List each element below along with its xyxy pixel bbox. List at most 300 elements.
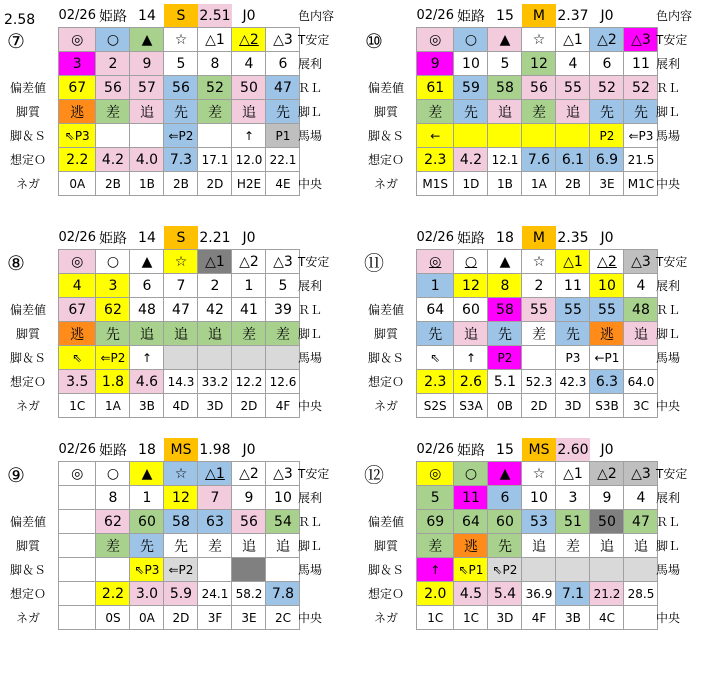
kyakushitsu-cell: 差 — [556, 534, 590, 558]
kyakushitsu-cell: 追 — [130, 322, 164, 346]
tenkai-cell: 9 — [590, 486, 624, 510]
kyakushitsu-cell: 差 — [232, 322, 266, 346]
marks-cell: ◎ — [59, 250, 96, 274]
row-nega — [417, 172, 658, 196]
row-nega — [417, 394, 658, 418]
sotei-cell: 52.3 — [522, 370, 556, 394]
kyakushitsu-cell: 追 — [266, 534, 300, 558]
race-panel — [358, 222, 706, 430]
ashi-cell — [198, 346, 232, 370]
hensachi-cell: 56 — [232, 510, 266, 534]
right-label: 展利 — [656, 57, 681, 71]
marks-cell: ▲ — [488, 462, 522, 486]
marks-cell: ▲ — [488, 28, 522, 52]
sotei-cell: 6.9 — [590, 148, 624, 172]
ashi-cell: P2 — [590, 124, 624, 148]
marks-cell: △2 — [590, 462, 624, 486]
header-cell: 姫路 — [98, 442, 127, 459]
row-tenkai — [59, 486, 300, 510]
hensachi-cell: 67 — [59, 298, 96, 322]
right-label: 中央 — [298, 399, 323, 413]
ashi-cell — [556, 558, 590, 582]
header-cell: 姫路 — [456, 230, 485, 247]
nega-cell: 3D — [488, 606, 522, 630]
nega-cell: 0B — [488, 394, 522, 418]
sotei-cell: 24.1 — [198, 582, 232, 606]
right-label: 脚Ｌ — [298, 105, 323, 119]
hensachi-cell: 58 — [488, 76, 522, 100]
tenkai-cell: 11 — [624, 52, 658, 76]
row-nega — [59, 606, 300, 630]
right-label — [656, 370, 706, 394]
tenkai-cell: 10 — [590, 274, 624, 298]
kyakushitsu-cell — [59, 534, 96, 558]
marks-cell: △2 — [590, 28, 624, 52]
row-ashi — [417, 346, 658, 370]
row-sotei — [59, 582, 300, 606]
kyakushitsu-cell: 追 — [164, 322, 198, 346]
left-label: 偏差値 — [9, 81, 46, 95]
sotei-cell: 5.9 — [164, 582, 198, 606]
left-label: 偏差値 — [367, 303, 404, 317]
kyakushitsu-cell: 逃 — [59, 100, 96, 124]
header-cell: 15 — [496, 7, 514, 24]
tenkai-cell: 5 — [266, 274, 300, 298]
race-panel — [358, 0, 706, 208]
left-label: 脚質 — [373, 327, 398, 341]
kyakushitsu-cell: 追 — [130, 100, 164, 124]
hensachi-cell: 39 — [266, 298, 300, 322]
sotei-cell: 4.2 — [96, 148, 130, 172]
header-cell: J0 — [600, 229, 614, 246]
sotei-cell: 12.1 — [488, 148, 522, 172]
left-label: 想定Ｏ — [367, 587, 404, 601]
row-hensachi — [417, 298, 658, 322]
nega-cell: 1A — [96, 394, 130, 418]
right-label — [656, 148, 706, 172]
row-sotei — [59, 148, 300, 172]
race-table — [58, 4, 300, 196]
kyakushitsu-cell: 差 — [198, 100, 232, 124]
hensachi-cell: 60 — [454, 298, 488, 322]
ashi-cell — [96, 558, 130, 582]
right-label: 馬場 — [656, 351, 681, 365]
row-tenkai — [59, 274, 300, 298]
right-label — [298, 370, 348, 394]
kyakushitsu-cell: 追 — [624, 322, 658, 346]
right-label: T安定 — [656, 467, 688, 481]
kyakushitsu-cell: 逃 — [59, 322, 96, 346]
left-label: 偏差値 — [367, 81, 404, 95]
marks-cell: △1 — [556, 462, 590, 486]
left-label: ネガ — [15, 399, 40, 413]
ashi-cell — [590, 558, 624, 582]
nega-cell: 4C — [590, 606, 624, 630]
ashi-cell: ⇐P2 — [96, 346, 130, 370]
tenkai-cell: 5 — [488, 52, 522, 76]
tenkai-cell: 8 — [96, 486, 130, 510]
sotei-cell: 2.6 — [454, 370, 488, 394]
tenkai-cell: 1 — [417, 274, 454, 298]
hensachi-cell: 41 — [232, 298, 266, 322]
nega-cell: 0S — [96, 606, 130, 630]
kyakushitsu-cell: 差 — [522, 100, 556, 124]
race-table — [416, 438, 658, 630]
marks-cell: △1 — [556, 250, 590, 274]
left-label: ネガ — [373, 177, 398, 191]
ashi-cell: ⇐P2 — [164, 124, 198, 148]
nega-cell: 2B — [556, 172, 590, 196]
sotei-cell: 7.6 — [522, 148, 556, 172]
hensachi-cell: 47 — [624, 510, 658, 534]
tenkai-cell: 9 — [232, 486, 266, 510]
marks-cell: ▲ — [130, 28, 164, 52]
kyakushitsu-cell: 追 — [454, 322, 488, 346]
left-label: 想定Ｏ — [367, 153, 404, 167]
ashi-cell — [164, 346, 198, 370]
sotei-cell: 17.1 — [198, 148, 232, 172]
hensachi-cell: 56 — [522, 76, 556, 100]
marks-cell: △1 — [198, 250, 232, 274]
header-cell: 2.35 — [557, 229, 589, 246]
header-cell: 姫路 — [98, 8, 127, 25]
row-marks — [417, 250, 658, 274]
hensachi-cell: 60 — [130, 510, 164, 534]
marks-cell: △2 — [232, 462, 266, 486]
tenkai-cell: 11 — [556, 274, 590, 298]
hensachi-cell: 55 — [590, 298, 624, 322]
row-hensachi — [417, 510, 658, 534]
nega-cell: 3D — [556, 394, 590, 418]
left-label: 脚質 — [15, 105, 40, 119]
right-label: ＲＬ — [656, 303, 681, 317]
marks-cell: △1 — [198, 28, 232, 52]
right-label: 中央 — [656, 611, 681, 625]
ashi-cell: P1 — [266, 124, 300, 148]
hensachi-cell: 55 — [556, 298, 590, 322]
marks-cell: ○ — [454, 462, 488, 486]
ashi-cell — [488, 124, 522, 148]
right-label: 脚Ｌ — [298, 327, 323, 341]
sotei-cell: 58.2 — [232, 582, 266, 606]
kyakushitsu-cell: 追 — [624, 534, 658, 558]
row-marks — [59, 462, 300, 486]
row-ashi — [417, 558, 658, 582]
hensachi-cell: 50 — [590, 510, 624, 534]
hensachi-cell: 42 — [198, 298, 232, 322]
sotei-cell: 28.5 — [624, 582, 658, 606]
marks-cell: △2 — [232, 250, 266, 274]
sotei-cell: 1.8 — [96, 370, 130, 394]
sotei-cell: 7.1 — [556, 582, 590, 606]
left-label: ネガ — [15, 177, 40, 191]
ashi-cell: P3 — [556, 346, 590, 370]
nega-cell: S3A — [454, 394, 488, 418]
header-cell: J0 — [242, 7, 256, 24]
marks-cell: △3 — [266, 462, 300, 486]
ashi-cell — [624, 558, 658, 582]
left-label: 想定Ｏ — [367, 375, 404, 389]
sotei-cell: 7.8 — [266, 582, 300, 606]
hensachi-cell: 58 — [164, 510, 198, 534]
sotei-cell: 7.3 — [164, 148, 198, 172]
right-label: 脚Ｌ — [298, 539, 323, 553]
row-ashi — [59, 124, 300, 148]
hensachi-cell: 64 — [454, 510, 488, 534]
left-label: 偏差値 — [9, 303, 46, 317]
right-label: 馬場 — [656, 129, 681, 143]
header-cell: 02/26 — [416, 442, 454, 457]
right-label: 展利 — [298, 279, 323, 293]
nega-cell: 3D — [198, 394, 232, 418]
tenkai-cell: 10 — [454, 52, 488, 76]
ashi-cell: ⇖P3 — [130, 558, 164, 582]
kyakushitsu-cell: 先 — [454, 100, 488, 124]
ashi-cell: ⇖ — [417, 346, 454, 370]
left-label: 脚＆Ｓ — [367, 351, 404, 365]
nega-cell: M1S — [417, 172, 454, 196]
header-cell: 15 — [496, 441, 514, 458]
kyakushitsu-cell: 差 — [417, 100, 454, 124]
ashi-cell — [266, 346, 300, 370]
right-label: T安定 — [298, 255, 330, 269]
sotei-cell: 5.1 — [488, 370, 522, 394]
kyakushitsu-cell: 先 — [164, 534, 198, 558]
hensachi-cell: 48 — [130, 298, 164, 322]
nega-cell: 2D — [198, 172, 232, 196]
ashi-cell — [454, 124, 488, 148]
sotei-cell: 4.0 — [130, 148, 164, 172]
header-cell — [266, 438, 300, 462]
right-label: 展利 — [298, 491, 323, 505]
hensachi-cell: 47 — [266, 76, 300, 100]
tenkai-cell: 4 — [59, 274, 96, 298]
race-number: ⑪ — [364, 251, 384, 275]
nega-cell: 3B — [556, 606, 590, 630]
tenkai-cell: 11 — [454, 486, 488, 510]
hensachi-cell: 53 — [522, 510, 556, 534]
marks-cell: ○ — [454, 28, 488, 52]
row-marks — [417, 28, 658, 52]
tenkai-cell: 7 — [164, 274, 198, 298]
ashi-cell: ↑ — [232, 124, 266, 148]
hensachi-cell: 64 — [417, 298, 454, 322]
race-table — [58, 438, 300, 630]
row-nega — [417, 606, 658, 630]
marks-cell: ☆ — [522, 462, 556, 486]
hensachi-cell: 69 — [417, 510, 454, 534]
header-extra: 色内容 — [656, 9, 693, 23]
sotei-cell: 3.0 — [130, 582, 164, 606]
marks-cell: ○ — [96, 462, 130, 486]
right-label: 展利 — [656, 491, 681, 505]
right-label: 中央 — [656, 399, 681, 413]
ashi-cell — [96, 124, 130, 148]
marks-cell: ◎ — [417, 462, 454, 486]
kyakushitsu-cell: 先 — [624, 100, 658, 124]
header-cell — [266, 4, 300, 28]
header-cell: 14 — [138, 7, 156, 24]
tenkai-cell: 10 — [266, 486, 300, 510]
nega-cell: 1C — [59, 394, 96, 418]
kyakushitsu-cell: 先 — [417, 322, 454, 346]
right-label: ＲＬ — [656, 81, 681, 95]
sotei-cell: 2.2 — [59, 148, 96, 172]
header-cell: 姫路 — [98, 230, 127, 247]
nega-cell: 1A — [522, 172, 556, 196]
marks-cell: △2 — [232, 28, 266, 52]
nega-cell: 1C — [454, 606, 488, 630]
row-nega — [59, 172, 300, 196]
sotei-cell: 2.0 — [417, 582, 454, 606]
race-number: ⑧ — [7, 251, 25, 275]
right-label: 中央 — [298, 611, 323, 625]
hensachi-cell: 58 — [488, 298, 522, 322]
sotei-cell: 12.2 — [232, 370, 266, 394]
sotei-cell: 5.4 — [488, 582, 522, 606]
tenkai-cell: 8 — [198, 52, 232, 76]
right-label — [298, 148, 348, 172]
row-sotei — [417, 582, 658, 606]
left-label: 脚質 — [15, 327, 40, 341]
header-cell: 2.60 — [556, 438, 590, 462]
right-label: T安定 — [298, 467, 330, 481]
row-sotei — [417, 148, 658, 172]
left-label: 想定Ｏ — [9, 153, 46, 167]
sotei-cell: 64.0 — [624, 370, 658, 394]
hensachi-cell: 60 — [488, 510, 522, 534]
row-nega — [59, 394, 300, 418]
hensachi-cell: 52 — [624, 76, 658, 100]
right-label: 脚Ｌ — [656, 105, 681, 119]
kyakushitsu-cell: 先 — [488, 534, 522, 558]
right-label: 展利 — [656, 279, 681, 293]
row-kyakushitsu — [417, 100, 658, 124]
sotei-cell: 33.2 — [198, 370, 232, 394]
kyakushitsu-cell: 差 — [417, 534, 454, 558]
row-hensachi — [59, 298, 300, 322]
sotei-cell: 12.0 — [232, 148, 266, 172]
race-table — [416, 226, 658, 418]
marks-cell: ▲ — [488, 250, 522, 274]
marks-cell: ◎ — [417, 250, 454, 274]
ashi-cell — [266, 558, 300, 582]
tenkai-cell: 4 — [556, 52, 590, 76]
race-table — [58, 226, 300, 418]
race-number: ⑨ — [7, 463, 25, 487]
row-tenkai — [417, 52, 658, 76]
kyakushitsu-cell: 追 — [232, 100, 266, 124]
sotei-cell — [59, 582, 96, 606]
kyakushitsu-cell: 追 — [590, 534, 624, 558]
kyakushitsu-cell: 先 — [488, 322, 522, 346]
hensachi-cell: 56 — [164, 76, 198, 100]
header-cell: 18 — [138, 441, 156, 458]
race-panel — [0, 434, 348, 642]
tenkai-cell: 6 — [130, 274, 164, 298]
right-label: 脚Ｌ — [656, 327, 681, 341]
nega-cell: 2B — [96, 172, 130, 196]
left-label: ネガ — [373, 399, 398, 413]
header-cell — [624, 438, 658, 462]
sotei-cell: 12.6 — [266, 370, 300, 394]
hensachi-cell: 59 — [454, 76, 488, 100]
tenkai-cell: 6 — [266, 52, 300, 76]
header-cell: J0 — [600, 7, 614, 24]
hensachi-cell — [59, 510, 96, 534]
marks-cell: △3 — [266, 250, 300, 274]
sotei-cell: 42.3 — [556, 370, 590, 394]
header-cell: J0 — [242, 229, 256, 246]
nega-cell: 3F — [198, 606, 232, 630]
ashi-cell — [232, 558, 266, 582]
nega-cell: 3E — [232, 606, 266, 630]
header-cell: 02/26 — [58, 230, 96, 245]
ashi-cell: ↑ — [417, 558, 454, 582]
marks-cell: △3 — [266, 28, 300, 52]
sotei-cell: 2.2 — [96, 582, 130, 606]
marks-cell: △1 — [198, 462, 232, 486]
kyakushitsu-cell: 追 — [198, 322, 232, 346]
row-marks — [59, 250, 300, 274]
marks-cell: ☆ — [522, 250, 556, 274]
right-label: 脚Ｌ — [656, 539, 681, 553]
header-cell — [624, 226, 658, 250]
left-label: 脚＆Ｓ — [9, 351, 46, 365]
tenkai-cell: 2 — [198, 274, 232, 298]
nega-cell — [624, 606, 658, 630]
kyakushitsu-cell: 差 — [266, 322, 300, 346]
race-table — [416, 4, 658, 196]
marks-cell: ◎ — [59, 462, 96, 486]
race-panel — [0, 0, 348, 208]
header-cell: 2.21 — [199, 229, 231, 246]
tenkai-cell: 9 — [417, 52, 454, 76]
left-label: 想定Ｏ — [9, 587, 46, 601]
nega-cell: H2E — [232, 172, 266, 196]
ashi-cell: ⇖P2 — [488, 558, 522, 582]
right-label: 馬場 — [298, 129, 323, 143]
marks-cell: ○ — [96, 250, 130, 274]
hensachi-cell: 63 — [198, 510, 232, 534]
header-cell: 18 — [496, 229, 514, 246]
row-hensachi — [59, 510, 300, 534]
tenkai-cell: 4 — [232, 52, 266, 76]
row-kyakushitsu — [59, 322, 300, 346]
kyakushitsu-cell: 先 — [96, 322, 130, 346]
kyakushitsu-cell: 差 — [198, 534, 232, 558]
tenkai-cell: 3 — [556, 486, 590, 510]
kyakushitsu-cell: 差 — [522, 322, 556, 346]
tenkai-cell: 7 — [198, 486, 232, 510]
race-panel — [0, 222, 348, 430]
tenkai-cell: 12 — [522, 52, 556, 76]
nega-cell: 0A — [59, 172, 96, 196]
ashi-cell: ⇐P3 — [624, 124, 658, 148]
header-cell — [624, 4, 658, 28]
header-cell: 02/26 — [58, 442, 96, 457]
hensachi-cell: 47 — [164, 298, 198, 322]
hensachi-cell: 57 — [130, 76, 164, 100]
sotei-cell: 2.3 — [417, 370, 454, 394]
left-label: 脚質 — [373, 105, 398, 119]
race-number: ⑩ — [365, 29, 383, 53]
tenkai-cell: 3 — [59, 52, 96, 76]
ashi-cell: ↑ — [454, 346, 488, 370]
right-label — [656, 582, 706, 606]
ashi-cell — [130, 124, 164, 148]
right-label: T安定 — [656, 33, 688, 47]
